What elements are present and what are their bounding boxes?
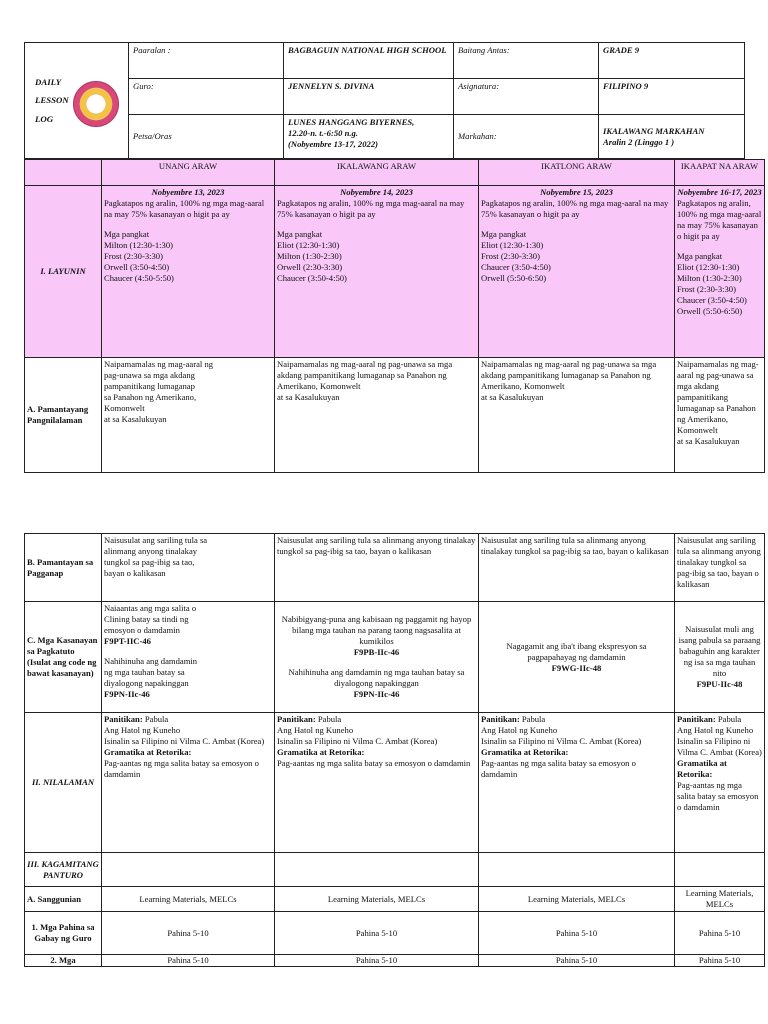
guro-label: Guro: [129,79,284,115]
pangnilalaman-day-3: Naipamamalas ng mag-aaral ng pag-unawa sa mga akdang pampanitikang lumaganap sa Panahon ng Amerikano, Komonwelt at sa Kasalukuyan [479,358,675,473]
markahan-cell [599,115,745,159]
pamantayang-pangnilalaman-label: A. Pamantayang Pangnilalaman [25,358,102,473]
kasanayan-day-3 [479,602,675,713]
pangnilalaman-day-2: Naipamamalas ng mag-aaral ng pag-unawa sa mga akdang pampanitikang lumaganap sa Panahon ng Amerikano, Komonwelt at sa Kasalukuyan [275,358,479,473]
petsa-label: Petsa/Oras [129,115,284,159]
pahina-guro-day-3: Pahina 5-10 [479,912,675,955]
kasanayan-day-2-text-2: Nahihinuha ang damdamin ng mga tauhan batay sa diyalogong napakinggan [288,667,465,688]
kasanayan-day-4-code: F9PU-IIc-48 [696,679,743,689]
baitang-value: GRADE 9 [599,43,745,79]
objective-day-3: Pagkatapos ng aralin, 100% ng mga mag-aaral na may 75% kasanayan o higit pa ay [481,198,669,219]
layunin-day-3 [479,186,675,358]
gramatika-label-2: Gramatika at Retorika: [277,747,365,757]
kasanayan-day-2-code-1: F9PB-IIc-46 [353,647,400,657]
pamantayan-pagganap-label: B. Pamantayan sa Pagganap [25,534,102,602]
gramatika-value-3: Pag-aantas ng mga salita batay sa emosyon o damdamin [481,758,636,779]
kagamitang-day-3 [479,853,675,887]
date-day-2: Nobyembre 14, 2023 [340,187,413,197]
guro-value: JENNELYN S. DIVINA [284,79,454,115]
akda-3: Ang Hatol ng Kuneho [481,725,558,735]
layunin-day-4 [675,186,765,358]
panitikan-label-1: Panitikan: [104,714,143,724]
kasanayan-day-4 [675,602,765,713]
akda-2: Ang Hatol ng Kuneho [277,725,354,735]
pahina-guro-day-4: Pahina 5-10 [675,912,765,955]
school-seal-icon [73,81,119,127]
mga-label: 2. Mga [25,955,102,967]
date-day-1: Nobyembre 13, 2023 [151,187,225,197]
panitikan-value-1: Pabula [144,714,169,724]
panitikan-label-3: Panitikan: [481,714,520,724]
gramatika-label-3: Gramatika at Retorika: [481,747,569,757]
day-header-2: IKALAWANG ARAW [275,160,479,186]
sections-day-1: Mga pangkat Milton (12:30-1:30) Frost (2:30-3:30) Orwell (3:50-4:50) Chaucer (4:50-5:50) [104,229,174,283]
markahan-value: IKALAWANG MARKAHAN [603,125,705,136]
mga-day-2: Pahina 5-10 [275,955,479,967]
date-day-3: Nobyembre 15, 2023 [540,187,613,197]
pangnilalaman-day-4: Naipamamalas ng mag-aaral ng pag-unawa sa mga akdang pampanitikang lumaganap sa Panahon ng Amerikano, Komonwelt at sa Kasalukuyan [675,358,765,473]
dll-title: DAILY LESSON LOG [35,77,69,124]
layunin-day-2 [275,186,479,358]
layunin-label: I. LAYUNIN [25,186,102,358]
objective-day-4: Pagkatapos ng aralin, 100% ng mga mag-aaral na may 75% kasanayan o higit pa ay [677,198,762,241]
nilalaman-day-1 [102,713,275,853]
akda-4: Ang Hatol ng Kuneho [677,725,754,735]
kagamitang-day-2 [275,853,479,887]
kasanayan-day-3-text: Nagagamit ang iba't ibang ekspresyon sa pagpapahayag ng damdamin [506,640,647,662]
objective-day-1: Pagkatapos ng aralin, 100% ng mga mag-aaral na may 75% kasanayan o higit pa ay [104,198,265,219]
pagganap-day-4: Naisusulat ang sariling tula sa alinmang anyong tinalakay tungkol sa pag-ibig sa tao, bayan o kalikasan [675,534,765,602]
mga-day-1: Pahina 5-10 [102,955,275,967]
dll-title-cell [25,43,129,159]
kasanayan-day-4-text: Naisusulat muli ang isang pabula sa paraang babaguhin ang karakter ng isa sa mga tauhan nito [678,624,761,678]
day-header-4: IKAAPAT NA ARAW [675,160,765,186]
sanggunian-day-1: Learning Materials, MELCs [102,887,275,912]
akda-1: Ang Hatol ng Kuneho [104,725,181,735]
isinalin-4: Isinalin sa Filipino ni Vilma C. Ambat (Korea) [677,736,762,757]
isinalin-3: Isinalin sa Filipino ni Vilma C. Ambat (Korea) [481,736,642,746]
petsa-value: LUNES HANGGANG BIYERNES, 12.20-n. t.-6:50 n.g. (Nobyembre 13-17, 2022) [284,115,454,159]
mga-day-3: Pahina 5-10 [479,955,675,967]
nilalaman-day-2 [275,713,479,853]
nilalaman-day-4 [675,713,765,853]
sanggunian-day-3: Learning Materials, MELCs [479,887,675,912]
kagamitang-panturo-label: III. KAGAMITANG PANTURO [25,853,102,887]
kasanayan-day-2-code-2: F9PN-IIc-46 [353,689,400,699]
layunin-day-1 [102,186,275,358]
nilalaman-label: II. NILALAMAN [25,713,102,853]
kasanayan-day-1-text-1: Naiaantas ang mga salita o Clining batay sa tindi ng emosyon o damdamin [104,603,197,635]
header-table [24,42,745,159]
kasanayan-day-1-text-2: Nahihinuha ang damdamin ng mga tauhan batay sa diyalogong napakinggan [104,656,198,688]
panitikan-label-2: Panitikan: [277,714,316,724]
pangnilalaman-day-1: Naipamamalas ng mag-aaral ng pag-unawa sa mga akdang pampanitikang lumaganap sa Panahon ng Amerikano, Komonwelt at sa Kasalukuyan [102,358,275,473]
kagamitang-day-1 [102,853,275,887]
gramatika-value-2: Pag-aantas ng mga salita batay sa emosyon o damdamin [277,758,471,768]
baitang-label: Baitang Antas: [454,43,599,79]
sanggunian-label: A. Sanggunian [25,887,102,912]
asignatura-value: FILIPINO 9 [599,79,745,115]
lesson-table-1 [24,159,765,473]
kasanayan-day-1-code-2: F9PN-IIc-46 [104,689,150,699]
pahina-guro-label: 1. Mga Pahina sa Gabay ng Guro [25,912,102,955]
sections-day-2: Mga pangkat Eliot (12:30-1:30) Milton (1:30-2:30) Orwell (2:30-3:30) Chaucer (3:50-4:50) [277,229,347,283]
pagganap-day-2: Naisusulat ang sariling tula sa alinmang anyong tinalakay tungkol sa pag-ibig sa tao, bayan o kalikasan [275,534,479,602]
kagamitang-day-4 [675,853,765,887]
kasanayan-label: C. Mga Kasanayan sa Pagkatuto (Isulat ang code ng bawat kasanayan) [25,602,102,713]
panitikan-value-4: Pabula [717,714,742,724]
isinalin-1: Isinalin sa Filipino ni Vilma C. Ambat (Korea) [104,736,265,746]
pahina-guro-day-1: Pahina 5-10 [102,912,275,955]
sections-day-3: Mga pangkat Eliot (12:30-1:30) Frost (2:30-3:30) Chaucer (3:50-4:50) Orwell (5:50-6:50) [481,229,551,283]
pahina-guro-day-2: Pahina 5-10 [275,912,479,955]
gramatika-label-4: Gramatika at Retorika: [677,758,727,779]
asignatura-label: Asignatura: [454,79,599,115]
day-header-1: UNANG ARAW [102,160,275,186]
pagganap-day-3: Naisusulat ang sariling tula sa alinmang anyong tinalakay tungkol sa pag-ibig sa tao, bayan o kalikasan [479,534,675,602]
pagganap-day-1: Naisusulat ang sariling tula sa alinmang anyong tinalakay tungkol sa pag-ibig sa tao, bayan o kalikasan [102,534,275,602]
date-day-4: Nobyembre 16-17, 2023 [677,187,762,197]
gramatika-label-1: Gramatika at Retorika: [104,747,192,757]
panitikan-value-3: Pabula [521,714,546,724]
markahan-sub: Aralin 2 (Linggo 1 ) [603,136,675,147]
markahan-label: Markahan: [454,115,599,159]
objective-day-2: Pagkatapos ng aralin, 100% ng mga mag-aaral na may 75% kasanayan o higit pa ay [277,198,465,219]
gramatika-value-4: Pag-aantas ng mga salita batay sa emosyon o damdamin [677,780,759,812]
kasanayan-day-1 [102,602,275,713]
day-header-3: IKATLONG ARAW [479,160,675,186]
sanggunian-day-2: Learning Materials, MELCs [275,887,479,912]
mga-day-4: Pahina 5-10 [675,955,765,967]
kasanayan-day-2-text-1: Nabibigyang-puna ang kabisaan ng paggamit ng hayop bilang mga tauhan na parang taong nagsasalita at kumikilos [281,614,472,646]
nilalaman-day-3 [479,713,675,853]
kasanayan-day-3-code: F9WG-IIc-48 [551,662,602,673]
paaralan-label: Paaralan : [129,43,284,79]
corner-cell [25,160,102,186]
gramatika-value-1: Pag-aantas ng mga salita batay sa emosyon o damdamin [104,758,259,779]
isinalin-2: Isinalin sa Filipino ni Vilma C. Ambat (Korea) [277,736,438,746]
lesson-table-2 [24,533,765,967]
kasanayan-day-1-code-1: F9PT-IIC-46 [104,636,151,646]
panitikan-label-4: Panitikan: [677,714,716,724]
sanggunian-day-4: Learning Materials, MELCs [675,887,765,912]
kasanayan-day-2 [275,602,479,713]
paaralan-value: BAGBAGUIN NATIONAL HIGH SCHOOL [284,43,454,79]
panitikan-value-2: Pabula [317,714,342,724]
sections-day-4: Mga pangkat Eliot (12:30-1:30) Milton (1:30-2:30) Frost (2:30-3:30) Chaucer (3:50-4:50) Orwell (5:50-6:50) [677,251,747,316]
